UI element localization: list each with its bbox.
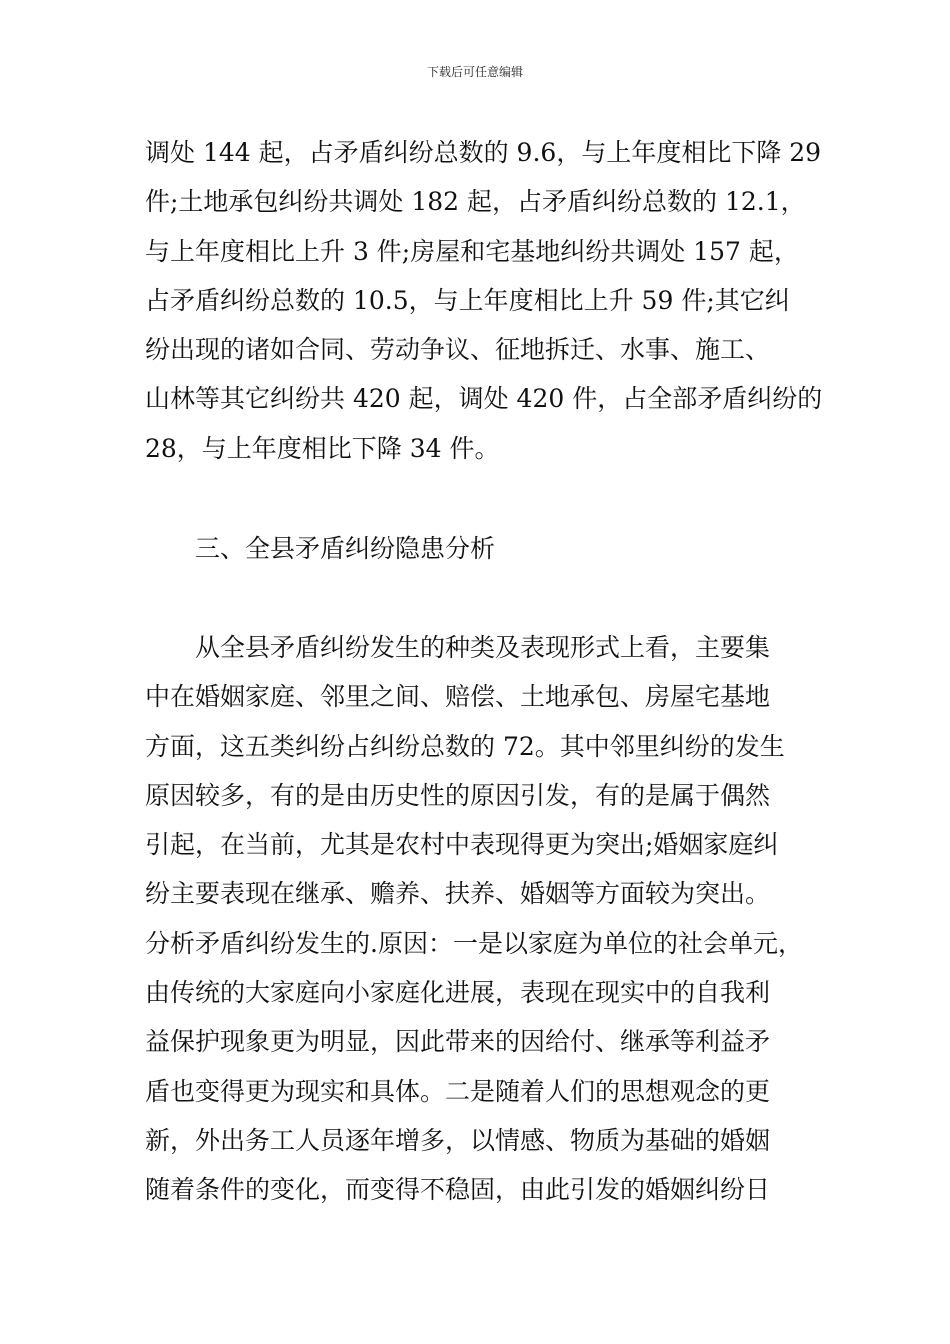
paragraph-line: 盾也变得更为现实和具体。二是随着人们的思想观念的更 [145, 1076, 771, 1106]
paragraph-line: 纷出现的诸如合同、劳动争议、征地拆迁、水事、施工、 [145, 335, 771, 365]
page-header: 下载后可任意编辑 [426, 65, 523, 79]
paragraph-line: 方面，这五类纠纷占纠纷总数的 72。其中邻里纠纷的发生 [145, 731, 785, 761]
paragraph-line: 分析矛盾纠纷发生的.原因：一是以家庭为单位的社会单元， [145, 928, 803, 958]
paragraph-line: 与上年度相比上升 3 件;房屋和宅基地纠纷共调处 157 起， [145, 236, 799, 266]
paragraph-line: 山林等其它纠纷共 420 起，调处 420 件，占全部矛盾纠纷的 [145, 384, 823, 414]
paragraph-2 [145, 623, 835, 1215]
paragraph-1 [145, 128, 835, 473]
paragraph-line: 引起，在当前，尤其是农村中表现得更为突出;婚姻家庭纠 [145, 830, 779, 860]
paragraph-line: 28，与上年度相比下降 34 件。 [145, 433, 500, 463]
paragraph-line: 调处 144 起，占矛盾纠纷总数的 9.6，与上年度相比下降 29 [145, 138, 822, 167]
paragraph-line: 从全县矛盾纠纷发生的种类及表现形式上看，主要集 [195, 633, 771, 662]
paragraph-line: 新，外出务工人员逐年增多，以情感、物质为基础的婚姻 [145, 1125, 771, 1155]
paragraph-line: 随着条件的变化，而变得不稳固，由此引发的婚姻纠纷日 [145, 1175, 771, 1205]
paragraph-line: 占矛盾纠纷总数的 10.5，与上年度相比上升 59 件;其它纠 [145, 285, 790, 315]
paragraph-line: 件;土地承包纠纷共调处 182 起，占矛盾纠纷总数的 12.1， [145, 187, 806, 217]
paragraph-line: 益保护现象更为明显，因此带来的因给付、继承等利益矛 [145, 1027, 771, 1057]
paragraph-line: 原因较多，有的是由历史性的原因引发，有的是属于偶然 [145, 780, 771, 810]
paragraph-line: 由传统的大家庭向小家庭化进展，表现在现实中的自我利 [145, 978, 771, 1008]
paragraph-line: 纷主要表现在继承、赡养、扶养、婚姻等方面较为突出。 [145, 879, 771, 909]
section-heading-text: 三、全县矛盾纠纷隐患分析 [195, 534, 496, 563]
paragraph-line: 中在婚姻家庭、邻里之间、赔偿、土地承包、房屋宅基地 [145, 682, 771, 712]
section-heading [145, 524, 835, 573]
